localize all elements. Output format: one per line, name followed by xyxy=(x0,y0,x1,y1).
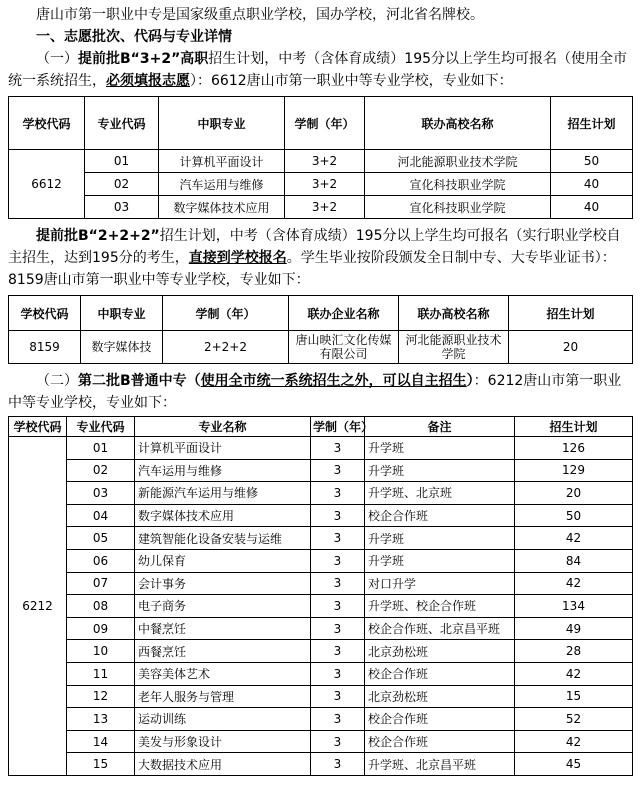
cell: 49 xyxy=(515,617,633,640)
cell: 42 xyxy=(515,572,633,595)
table-row xyxy=(9,640,633,663)
para-text: ：6212唐山市第一职业中等专业学校，专业如下： xyxy=(8,373,622,411)
cell: 升学班、北京班 xyxy=(365,482,515,505)
cell: 01 xyxy=(85,150,159,173)
col-header: 招生计划 xyxy=(509,296,633,331)
cell: 20 xyxy=(509,331,633,364)
school-code-cell: 6212 xyxy=(9,437,67,776)
cell: 15 xyxy=(67,753,135,776)
section1-paragraph xyxy=(8,48,632,92)
table-row xyxy=(9,150,633,173)
cell: 3 xyxy=(311,572,365,595)
cell: 中餐烹饪 xyxy=(135,617,311,640)
table-row xyxy=(9,753,633,776)
cell: 05 xyxy=(67,527,135,550)
table-row xyxy=(9,196,633,219)
col-header: 专业代码 xyxy=(67,417,135,437)
col-header: 专业代码 xyxy=(85,97,159,150)
table-header-row xyxy=(9,97,633,150)
table-row xyxy=(9,482,633,505)
cell: 3 xyxy=(311,482,365,505)
cell: 14 xyxy=(67,730,135,753)
cell: 汽车运用与维修 xyxy=(135,459,311,482)
cell: 42 xyxy=(515,527,633,550)
para-text: 招生计划，中考（含体育成绩）195分以上学生均可报名（使用全市统一系统招生， xyxy=(8,51,628,89)
part-prefix: （二） xyxy=(36,373,78,389)
cell: 84 xyxy=(515,549,633,572)
col-header: 学校代码 xyxy=(9,97,85,150)
table-body xyxy=(9,437,633,776)
cell: 3 xyxy=(311,730,365,753)
col-header: 中职专业 xyxy=(81,296,163,331)
cell: 宣化科技职业学院 xyxy=(365,196,551,219)
col-header: 招生计划 xyxy=(551,97,633,150)
table-row xyxy=(9,572,633,595)
cell: 升学班 xyxy=(365,527,515,550)
table-row xyxy=(9,504,633,527)
section3-paragraph xyxy=(8,370,632,414)
cell: 3 xyxy=(311,662,365,685)
cell: 数字媒体技术应用 xyxy=(135,504,311,527)
cell: 09 xyxy=(67,617,135,640)
cell: 52 xyxy=(515,708,633,731)
cell: 北京劲松班 xyxy=(365,640,515,663)
table-row xyxy=(9,730,633,753)
cell: 升学班、北京昌平班 xyxy=(365,753,515,776)
cell: 50 xyxy=(515,504,633,527)
cell: 126 xyxy=(515,437,633,460)
cell: 03 xyxy=(67,482,135,505)
table-2plus2plus2 xyxy=(8,295,633,364)
cell: 20 xyxy=(515,482,633,505)
cell: 10 xyxy=(67,640,135,663)
cell: 40 xyxy=(551,173,633,196)
cell: 计算机平面设计 xyxy=(159,150,285,173)
direct-register-emphasis: 直接到学校报名 xyxy=(188,250,287,266)
cell: 3 xyxy=(311,595,365,618)
table-row xyxy=(9,708,633,731)
cell: 河北能源职业技术学院 xyxy=(399,331,509,364)
cell: 对口升学 xyxy=(365,572,515,595)
cell: 3 xyxy=(311,685,365,708)
school-code-cell: 8159 xyxy=(9,331,81,364)
col-header: 学制（年） xyxy=(285,97,365,150)
cell: 08 xyxy=(67,595,135,618)
para-text: 。学生毕业按阶段颁发全日制中专、大专毕业证书）：8159唐山市第一职业中等专业学校，专业如下： xyxy=(8,250,616,288)
cell: 3 xyxy=(311,753,365,776)
cell: 3 xyxy=(311,708,365,731)
cell: 12 xyxy=(67,685,135,708)
cell: 134 xyxy=(515,595,633,618)
cell: 40 xyxy=(551,196,633,219)
paren: ） xyxy=(466,373,474,389)
cell: 计算机平面设计 xyxy=(135,437,311,460)
school-code-cell: 6612 xyxy=(9,150,85,219)
cell: 45 xyxy=(515,753,633,776)
table-row xyxy=(9,331,633,364)
para-text: ）：6612唐山市第一职业中等专业学校，专业如下： xyxy=(190,73,513,89)
cell: 3 xyxy=(311,640,365,663)
col-header: 备注 xyxy=(365,417,515,437)
col-header: 中职专业 xyxy=(159,97,285,150)
cell: 校企合作班 xyxy=(365,730,515,753)
cell: 北京劲松班 xyxy=(365,685,515,708)
cell: 数字媒体技 xyxy=(81,331,163,364)
cell: 01 xyxy=(67,437,135,460)
col-header: 学校代码 xyxy=(9,417,67,437)
table-row xyxy=(9,437,633,460)
table-row xyxy=(9,595,633,618)
cell: 美容美体艺术 xyxy=(135,662,311,685)
cell: 42 xyxy=(515,730,633,753)
table-3plus2 xyxy=(8,96,633,219)
paren: （ xyxy=(186,373,201,389)
table-row xyxy=(9,549,633,572)
table-row xyxy=(9,617,633,640)
table-row xyxy=(9,459,633,482)
col-header: 招生计划 xyxy=(515,417,633,437)
cell: 3+2 xyxy=(285,173,365,196)
cell: 129 xyxy=(515,459,633,482)
table-second-batch xyxy=(8,416,633,776)
cell: 升学班 xyxy=(365,549,515,572)
col-header: 联办高校名称 xyxy=(365,97,551,150)
table-row xyxy=(9,527,633,550)
cell: 升学班 xyxy=(365,459,515,482)
batch-label: 提前批B“3+2”高职 xyxy=(78,51,209,67)
cell: 04 xyxy=(67,504,135,527)
col-header: 学校代码 xyxy=(9,296,81,331)
cell: 会计事务 xyxy=(135,572,311,595)
cell: 3 xyxy=(311,549,365,572)
cell: 42 xyxy=(515,662,633,685)
table-row xyxy=(9,173,633,196)
col-header: 联办高校名称 xyxy=(399,296,509,331)
cell: 07 xyxy=(67,572,135,595)
table-header-row xyxy=(9,296,633,331)
must-fill-emphasis: 必须填报志愿 xyxy=(106,73,190,89)
cell: 02 xyxy=(85,173,159,196)
cell: 3 xyxy=(311,437,365,460)
cell: 宣化科技职业学院 xyxy=(365,173,551,196)
cell: 11 xyxy=(67,662,135,685)
cell: 03 xyxy=(85,196,159,219)
cell: 汽车运用与维修 xyxy=(159,173,285,196)
cell: 3 xyxy=(311,504,365,527)
self-enroll-emphasis: 使用全市统一系统招生之外，可以自主招生 xyxy=(200,373,467,389)
section2-paragraph xyxy=(8,225,632,291)
cell: 新能源汽车运用与维修 xyxy=(135,482,311,505)
cell: 02 xyxy=(67,459,135,482)
cell: 幼儿保育 xyxy=(135,549,311,572)
cell: 校企合作班 xyxy=(365,504,515,527)
cell: 3+2 xyxy=(285,150,365,173)
cell: 3 xyxy=(311,459,365,482)
cell: 运动训练 xyxy=(135,708,311,731)
table-row xyxy=(9,685,633,708)
cell: 校企合作班 xyxy=(365,662,515,685)
cell: 数字媒体技术应用 xyxy=(159,196,285,219)
cell: 升学班、校企合作班 xyxy=(365,595,515,618)
col-header: 联办企业名称 xyxy=(289,296,399,331)
cell: 06 xyxy=(67,549,135,572)
batch-label: 第二批B普通中专 xyxy=(78,373,187,389)
cell: 电子商务 xyxy=(135,595,311,618)
batch-label: 提前批B“2+2+2” xyxy=(36,228,160,244)
cell: 唐山映汇文化传媒有限公司 xyxy=(289,331,399,364)
table-header-row xyxy=(9,417,633,437)
col-header: 专业名称 xyxy=(135,417,311,437)
cell: 3 xyxy=(311,527,365,550)
cell: 2+2+2 xyxy=(163,331,289,364)
col-header: 学制（年） xyxy=(163,296,289,331)
cell: 50 xyxy=(551,150,633,173)
cell: 3+2 xyxy=(285,196,365,219)
cell: 13 xyxy=(67,708,135,731)
section-heading: 一、志愿批次、代码与专业详情 xyxy=(36,29,232,45)
cell: 美发与形象设计 xyxy=(135,730,311,753)
cell: 校企合作班、北京昌平班 xyxy=(365,617,515,640)
intro-text: 唐山市第一职业中专是国家级重点职业学校，国办学校，河北省名牌校。 xyxy=(36,7,484,23)
part-prefix: （一） xyxy=(36,51,78,67)
cell: 校企合作班 xyxy=(365,708,515,731)
cell: 大数据技术应用 xyxy=(135,753,311,776)
table-row xyxy=(9,662,633,685)
col-header: 学制（年） xyxy=(311,417,365,437)
cell: 建筑智能化设备安装与运维 xyxy=(135,527,311,550)
cell: 老年人服务与管理 xyxy=(135,685,311,708)
cell: 升学班 xyxy=(365,437,515,460)
cell: 西餐烹饪 xyxy=(135,640,311,663)
cell: 15 xyxy=(515,685,633,708)
cell: 3 xyxy=(311,617,365,640)
cell: 河北能源职业技术学院 xyxy=(365,150,551,173)
para-text: 招生计划，中考（含体育成绩）195分以上学生均可报名（实行职业学校自主招生，达到195分的考生， xyxy=(8,228,621,266)
cell: 28 xyxy=(515,640,633,663)
